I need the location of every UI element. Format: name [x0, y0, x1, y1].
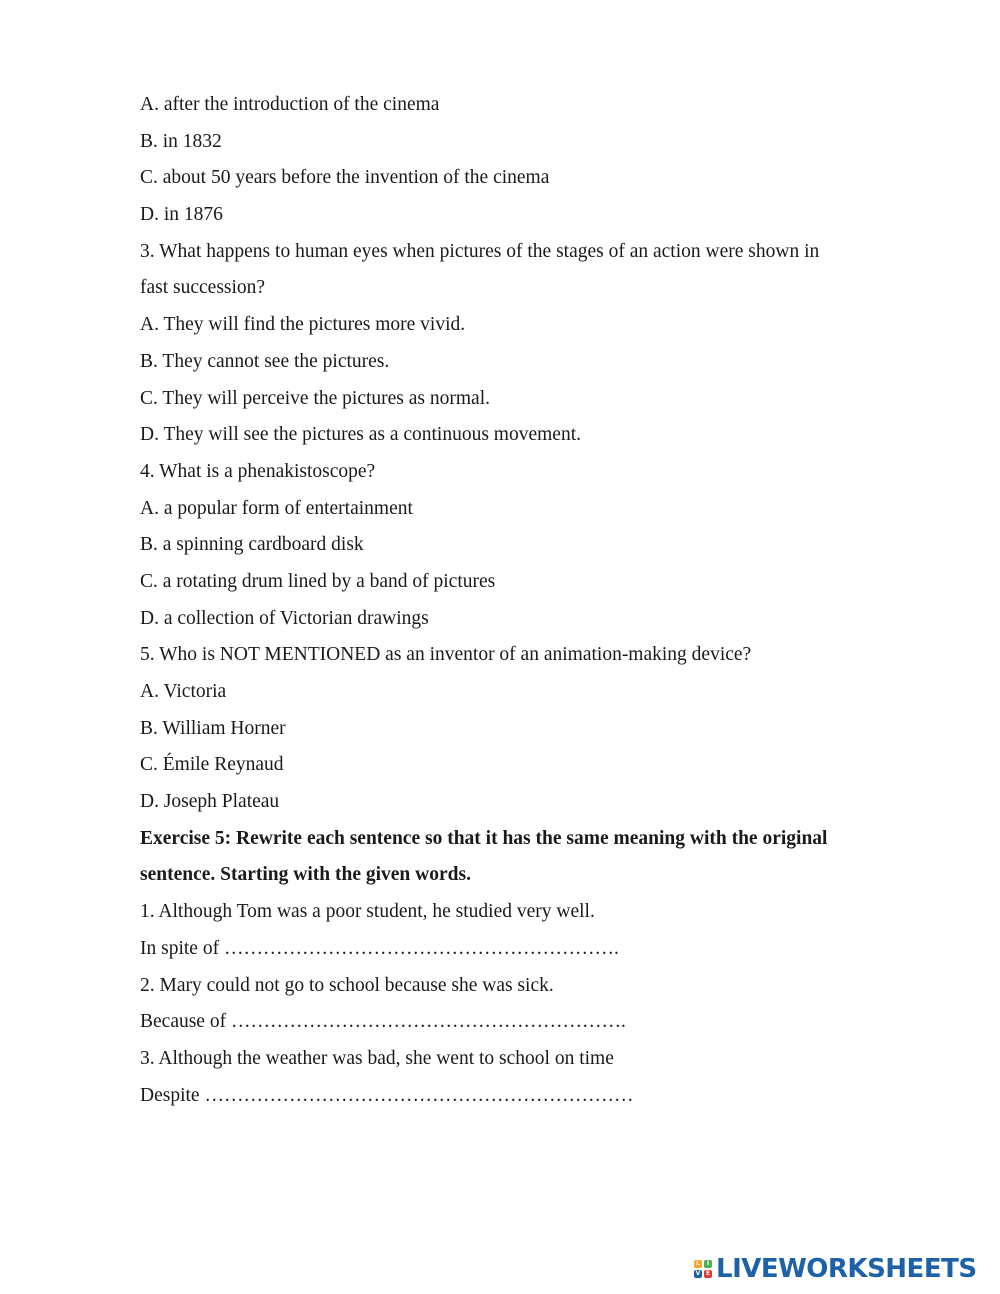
- exercise-heading-line: sentence. Starting with the given words.: [140, 864, 471, 886]
- text-line: 2. Mary could not go to school because she was sick.: [140, 974, 554, 996]
- text-line: C. They will perceive the pictures as normal.: [140, 387, 490, 409]
- text-line: 5. Who is NOT MENTIONED as an inventor of an animation-making device?: [140, 644, 752, 666]
- logo-mark-tile: L: [694, 1260, 702, 1268]
- logo-mark-icon: [694, 1260, 712, 1278]
- liveworksheets-logo: [694, 1254, 977, 1284]
- text-line: B. in 1832: [140, 130, 222, 152]
- text-line: 3. What happens to human eyes when pictures of the stages of an action were shown in: [140, 240, 820, 262]
- text-line: 3. Although the weather was bad, she went to school on time: [140, 1047, 614, 1069]
- text-line: B. They cannot see the pictures.: [140, 350, 390, 372]
- text-line: D. a collection of Victorian drawings: [140, 607, 429, 629]
- text-line: A. after the introduction of the cinema: [140, 94, 440, 115]
- text-line: C. Émile Reynaud: [140, 754, 284, 776]
- logo-mark-tile: E: [705, 1270, 711, 1277]
- exercise-heading-line: Exercise 5: Rewrite each sentence so that it has the same meaning with the original: [140, 827, 828, 849]
- text-line: Despite …………………………………………………………: [140, 1084, 634, 1106]
- text-line: D. in 1876: [140, 204, 223, 226]
- text-line: D. Joseph Plateau: [140, 791, 280, 813]
- text-line: A. They will find the pictures more vivid.: [140, 314, 466, 336]
- text-line: fast succession?: [140, 277, 266, 299]
- text-line: 1. Although Tom was a poor student, he studied very well.: [140, 901, 595, 923]
- text-line: C. about 50 years before the invention of the cinema: [140, 167, 550, 189]
- text-line: B. a spinning cardboard disk: [140, 534, 364, 556]
- text-line: A. Victoria: [140, 681, 227, 702]
- text-line: 4. What is a phenakistoscope?: [140, 460, 376, 482]
- worksheet-content: [140, 87, 920, 1114]
- text-line: D. They will see the pictures as a continuous movement.: [140, 424, 581, 446]
- logo-text: LIVEWORKSHEETS: [716, 1254, 977, 1284]
- logo-mark-tile: V: [695, 1270, 701, 1277]
- logo-mark-tile: I: [704, 1260, 712, 1268]
- text-line: A. a popular form of entertainment: [140, 497, 413, 519]
- text-line: C. a rotating drum lined by a band of pictures: [140, 570, 496, 592]
- text-line: Because of …………………………………………………….: [140, 1011, 626, 1033]
- text-line: B. William Horner: [140, 717, 286, 739]
- text-line: In spite of …………………………………………………….: [140, 937, 619, 959]
